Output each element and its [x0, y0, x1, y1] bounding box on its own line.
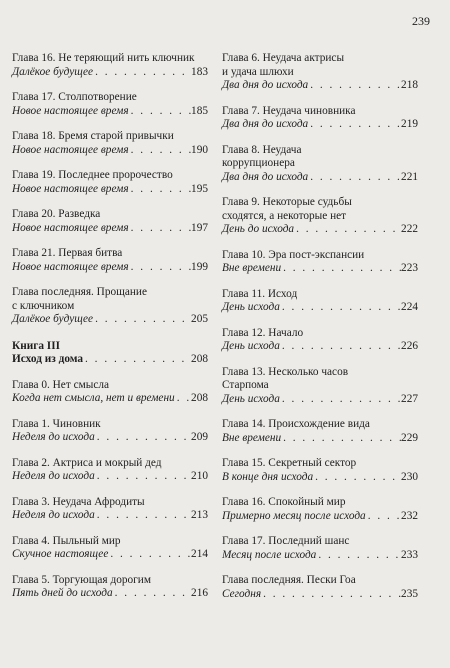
- chapter-page: 213: [191, 509, 208, 521]
- chapter-title: Глава последняя. Пески Гоа: [222, 574, 356, 586]
- dot-leader: [95, 509, 191, 523]
- chapter-time-line: [12, 431, 208, 445]
- chapter-title: Глава 16. Не теряющий нить ключник: [12, 52, 195, 64]
- toc-entry: [222, 457, 418, 484]
- chapter-time-line: [12, 470, 208, 484]
- toc-entry: [12, 379, 208, 406]
- chapter-time-line: [12, 105, 208, 119]
- toc-entry: [222, 105, 418, 132]
- chapter-page: 229: [401, 431, 418, 444]
- dot-leader: [308, 118, 401, 132]
- chapter-title: Глава 2. Актриса и мокрый дед: [12, 456, 162, 469]
- chapter-time: Вне времени: [222, 431, 282, 444]
- chapter-time-line: [222, 79, 418, 93]
- chapter-page: 199: [191, 260, 208, 273]
- chapter-page: 224: [401, 301, 418, 313]
- chapter-time: Неделя до исхода: [12, 431, 95, 443]
- chapter-time: Далёкое будущее: [12, 313, 94, 325]
- chapter-time-line: [12, 183, 208, 197]
- toc-entry: [12, 91, 208, 118]
- chapter-title: Глава 12. Начало: [222, 326, 304, 339]
- chapter-time-line: [222, 588, 418, 602]
- chapter-page: 197: [191, 221, 208, 234]
- chapter-title: и удача шлюхи: [222, 65, 294, 78]
- chapter-title: Глава 1. Чиновник: [12, 417, 101, 430]
- book-subtitle: Исход из дома: [12, 353, 84, 365]
- chapter-page: 214: [191, 548, 208, 560]
- dot-leader: [280, 301, 401, 315]
- chapter-time-line: [222, 340, 418, 354]
- book-subtitle-line: [12, 353, 208, 367]
- chapter-time: Новое настоящее время: [12, 221, 129, 234]
- chapter-time-line: [12, 509, 208, 523]
- toc-entry: [12, 457, 208, 484]
- chapter-time-line: [222, 171, 418, 185]
- chapter-time: Далёкое будущее: [12, 65, 94, 78]
- chapter-title: Старпома: [222, 379, 269, 391]
- chapter-time-line: [12, 548, 208, 562]
- chapter-title: Глава 0. Нет смысла: [12, 378, 110, 391]
- chapter-time: Скучное настоящее: [12, 548, 109, 560]
- dot-leader: [93, 66, 191, 80]
- dot-leader: [280, 340, 401, 354]
- toc-entry: [222, 535, 418, 562]
- chapter-time: Новое настоящее время: [12, 260, 129, 273]
- dot-leader: [308, 79, 401, 93]
- toc-entry: [12, 208, 208, 235]
- chapter-time: Вне времени: [222, 262, 282, 274]
- chapter-title: Глава 21. Первая битва: [12, 247, 123, 259]
- chapter-time-line: [222, 471, 418, 485]
- dot-leader: [95, 470, 191, 484]
- chapter-time-line: [222, 432, 418, 446]
- chapter-title: с ключником: [12, 299, 75, 312]
- dot-leader: [83, 353, 191, 367]
- dot-leader: [261, 588, 401, 602]
- chapter-page: 208: [191, 392, 208, 404]
- chapter-page: 183: [191, 65, 208, 78]
- chapter-time-line: [12, 222, 208, 236]
- dot-leader: [113, 587, 191, 601]
- chapter-time: Сегодня: [222, 587, 262, 600]
- dot-leader: [95, 431, 191, 445]
- chapter-time-line: [222, 549, 418, 563]
- page-number: 239: [412, 14, 430, 28]
- toc-entry: [12, 286, 208, 327]
- chapter-title: Глава 16. Спокойный мир: [222, 496, 346, 508]
- chapter-time: Неделя до исхода: [12, 470, 95, 482]
- chapter-time: Примерно месяц после исхода: [222, 509, 366, 522]
- chapter-page: 216: [191, 587, 208, 599]
- chapter-title: коррупционера: [222, 157, 295, 169]
- chapter-title: Глава 10. Эра пост-экспансии: [222, 248, 365, 261]
- chapter-page: 226: [401, 340, 418, 352]
- book-heading: [12, 340, 208, 367]
- toc-entry: [12, 535, 208, 562]
- book-page: 208: [191, 353, 208, 365]
- chapter-page: 223: [401, 262, 418, 274]
- chapter-title: Глава 17. Столпотворение: [12, 91, 137, 103]
- chapter-time: Месяц после исхода: [222, 548, 317, 561]
- dot-leader: [366, 510, 401, 524]
- chapter-title: Глава 13. Несколько часов: [222, 365, 349, 378]
- chapter-title: Глава 7. Неудача чиновника: [222, 104, 356, 117]
- toc-entry: [12, 169, 208, 196]
- dot-leader: [281, 432, 401, 446]
- chapter-time-line: [222, 510, 418, 524]
- toc-entry: [12, 52, 208, 79]
- toc-entry: [12, 130, 208, 157]
- toc-entry: [222, 418, 418, 445]
- dot-leader: [281, 262, 401, 276]
- chapter-title: Глава 20. Разведка: [12, 208, 101, 220]
- chapter-time: Новое настоящее время: [12, 182, 129, 195]
- chapter-page: 233: [401, 548, 418, 561]
- toc-entry: [222, 144, 418, 185]
- chapter-title: Глава 3. Неудача Афродиты: [12, 495, 145, 508]
- chapter-title: Глава 18. Бремя старой привычки: [12, 130, 174, 142]
- chapter-title: Глава последняя. Прощание: [12, 286, 147, 298]
- toc-entry: [12, 496, 208, 523]
- chapter-time-line: [222, 262, 418, 276]
- chapter-title: Глава 11. Исход: [222, 287, 298, 300]
- chapter-title: Глава 15. Секретный сектор: [222, 457, 357, 469]
- chapter-time-line: [12, 313, 208, 327]
- toc-entry: [12, 247, 208, 274]
- toc-entry: [222, 196, 418, 237]
- toc-entry: [222, 249, 418, 276]
- chapter-title: Глава 9. Некоторые судьбы: [222, 196, 352, 208]
- chapter-title: сходятся, а некоторые нет: [222, 209, 347, 222]
- dot-leader: [129, 222, 191, 236]
- dot-leader: [294, 223, 401, 237]
- chapter-title: Глава 19. Последнее пророчество: [12, 169, 173, 181]
- chapter-time-line: [222, 223, 418, 237]
- chapter-title: Глава 17. Последний шанс: [222, 535, 350, 547]
- toc-entry: [222, 52, 418, 93]
- toc-entry: [12, 418, 208, 445]
- dot-leader: [108, 548, 191, 562]
- chapter-time: Новое настоящее время: [12, 143, 129, 156]
- chapter-page: 185: [191, 104, 208, 117]
- chapter-time: День исхода: [222, 301, 280, 313]
- toc-right-column: [222, 52, 418, 601]
- toc-entry: [222, 496, 418, 523]
- chapter-time: День до исхода: [222, 223, 295, 235]
- chapter-time-line: [12, 144, 208, 158]
- dot-leader: [129, 183, 191, 197]
- chapter-time-line: [12, 66, 208, 80]
- chapter-title: Глава 14. Происхождение вида: [222, 418, 370, 430]
- chapter-time: Два дня до исхода: [222, 170, 309, 183]
- toc-entry: [222, 366, 418, 407]
- chapter-page: 218: [401, 79, 418, 91]
- dot-leader: [129, 144, 191, 158]
- dot-leader: [129, 261, 191, 275]
- dot-leader: [308, 171, 401, 185]
- chapter-title: Глава 5. Торгующая дорогим: [12, 573, 151, 586]
- chapter-page: 227: [401, 392, 418, 405]
- chapter-page: 230: [401, 470, 418, 483]
- chapter-page: 221: [401, 170, 418, 183]
- chapter-page: 219: [401, 118, 418, 130]
- chapter-page: 209: [191, 431, 208, 443]
- chapter-page: 210: [191, 470, 208, 482]
- chapter-time-line: [222, 118, 418, 132]
- chapter-page: 235: [401, 587, 418, 600]
- toc-entry: [222, 288, 418, 315]
- chapter-time-line: [222, 301, 418, 315]
- chapter-title: Глава 4. Пыльный мир: [12, 534, 121, 547]
- chapter-page: 205: [191, 313, 208, 325]
- chapter-time-line: [12, 587, 208, 601]
- chapter-page: 232: [401, 509, 418, 522]
- chapter-time: Два дня до исхода: [222, 79, 309, 91]
- chapter-time: День исхода: [222, 392, 280, 405]
- dot-leader: [280, 393, 401, 407]
- chapter-time-line: [222, 393, 418, 407]
- chapter-page: 195: [191, 182, 208, 195]
- dot-leader: [93, 313, 191, 327]
- toc-left-column: [12, 52, 208, 601]
- dot-leader: [175, 392, 191, 406]
- chapter-title: Глава 8. Неудача: [222, 143, 302, 156]
- chapter-time-line: [12, 392, 208, 406]
- chapter-time: Пять дней до исхода: [12, 587, 113, 599]
- dot-leader: [129, 105, 191, 119]
- chapter-page: 222: [401, 223, 418, 235]
- book-title: Книга III: [12, 339, 61, 352]
- toc-entry: [12, 574, 208, 601]
- chapter-time: Новое настоящее время: [12, 104, 129, 117]
- chapter-time: В конце дня исхода: [222, 470, 314, 483]
- chapter-time: День исхода: [222, 340, 280, 352]
- chapter-title: Глава 6. Неудача актрисы: [222, 52, 345, 64]
- dot-leader: [316, 549, 401, 563]
- chapter-time-line: [12, 261, 208, 275]
- toc-entry: [222, 327, 418, 354]
- toc-entry: [222, 574, 418, 601]
- chapter-time: Неделя до исхода: [12, 509, 95, 521]
- chapter-time: Когда нет смысла, нет и времени: [12, 392, 175, 404]
- chapter-time: Два дня до исхода: [222, 118, 309, 130]
- chapter-page: 190: [191, 143, 208, 156]
- dot-leader: [313, 471, 401, 485]
